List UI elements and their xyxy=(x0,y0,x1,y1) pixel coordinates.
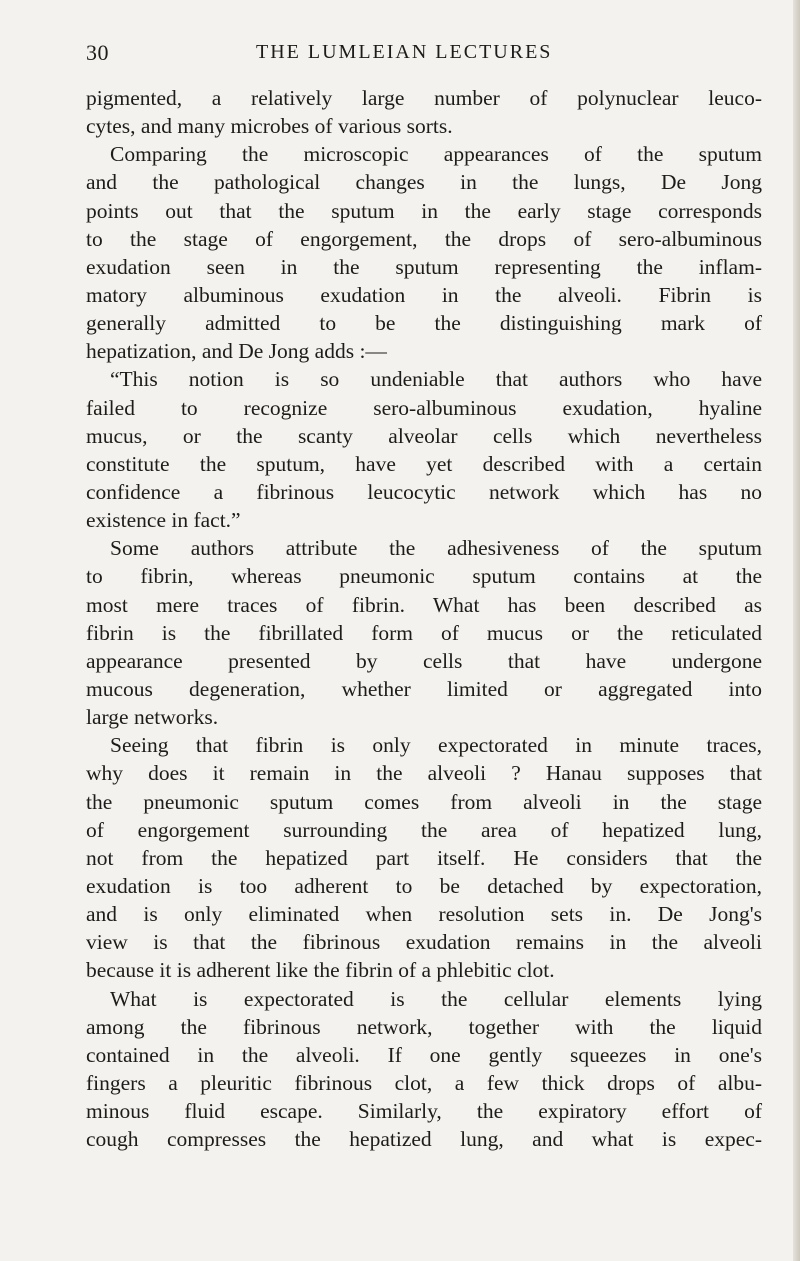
page-edge xyxy=(793,0,800,1261)
text-line: mucus, or the scanty alveolar cells which nevertheless xyxy=(86,423,762,448)
text-line: hepatization, and De Jong adds :— xyxy=(86,339,387,364)
text-line: points out that the sputum in the early stage corresponds xyxy=(86,198,762,223)
text-line: “This notion is so undeniable that authors who have xyxy=(110,367,762,392)
text-line: cough compresses the hepatized lung, and what is expec- xyxy=(86,1127,762,1152)
text-line: cytes, and many microbes of various sorts. xyxy=(86,114,453,139)
text-line: Comparing the microscopic appearances of the sputum xyxy=(110,142,762,167)
text-line: exudation is too adherent to be detached by expectoration, xyxy=(86,873,762,898)
text-line: generally admitted to be the distinguishing mark of xyxy=(86,311,762,336)
body-text xyxy=(86,84,762,1153)
text-line: to fibrin, whereas pneumonic sputum contains at the xyxy=(86,564,762,589)
page-number: 30 xyxy=(86,40,109,65)
text-line: appearance presented by cells that have undergone xyxy=(86,648,762,673)
text-line: among the fibrinous network, together with the liquid xyxy=(86,1014,762,1039)
text-line: and the pathological changes in the lungs, De Jong xyxy=(86,170,762,195)
running-title: THE LUMLEIAN LECTURES xyxy=(256,41,553,63)
text-line: pigmented, a relatively large number of polynuclear leuco- xyxy=(86,86,762,110)
text-line: fibrin is the fibrillated form of mucus or the reticulated xyxy=(86,620,762,645)
text-line: because it is adherent like the fibrin of a phlebitic clot. xyxy=(86,958,555,983)
text-line: confidence a fibrinous leucocytic network which has no xyxy=(86,479,762,504)
text-line: matory albuminous exudation in the alveoli. Fibrin is xyxy=(86,282,762,307)
text-line: Seeing that fibrin is only expectorated in minute traces, xyxy=(110,733,762,758)
text-line: of engorgement surrounding the area of hepatized lung, xyxy=(86,817,762,842)
text-line: why does it remain in the alveoli ? Hanau supposes that xyxy=(86,761,762,786)
text-line: not from the hepatized part itself. He considers that the xyxy=(86,845,762,870)
text-line: and is only eliminated when resolution sets in. De Jong's xyxy=(86,902,762,927)
text-line: What is expectorated is the cellular elements lying xyxy=(110,986,762,1011)
text-line: existence in fact.” xyxy=(86,508,241,533)
text-line: exudation seen in the sputum representing the inflam- xyxy=(86,254,762,279)
text-line: contained in the alveoli. If one gently squeezes in one's xyxy=(86,1042,762,1067)
text-line: failed to recognize sero-albuminous exudation, hyaline xyxy=(86,395,762,420)
page-header xyxy=(86,40,766,80)
text-line: the pneumonic sputum comes from alveoli in the stage xyxy=(86,789,762,814)
text-line: constitute the sputum, have yet described with a certain xyxy=(86,451,762,476)
text-line: most mere traces of fibrin. What has been described as xyxy=(86,592,762,617)
text-line: large networks. xyxy=(86,705,219,730)
text-line: mucous degeneration, whether limited or aggregated into xyxy=(86,676,762,701)
text-line: Some authors attribute the adhesiveness of the sputum xyxy=(110,536,762,561)
text-line: to the stage of engorgement, the drops of sero-albuminous xyxy=(86,226,762,251)
text-line: fingers a pleuritic fibrinous clot, a few thick drops of albu- xyxy=(86,1070,762,1095)
text-line: view is that the fibrinous exudation remains in the alveoli xyxy=(86,930,762,955)
text-line: minous fluid escape. Similarly, the expiratory effort of xyxy=(86,1099,762,1124)
